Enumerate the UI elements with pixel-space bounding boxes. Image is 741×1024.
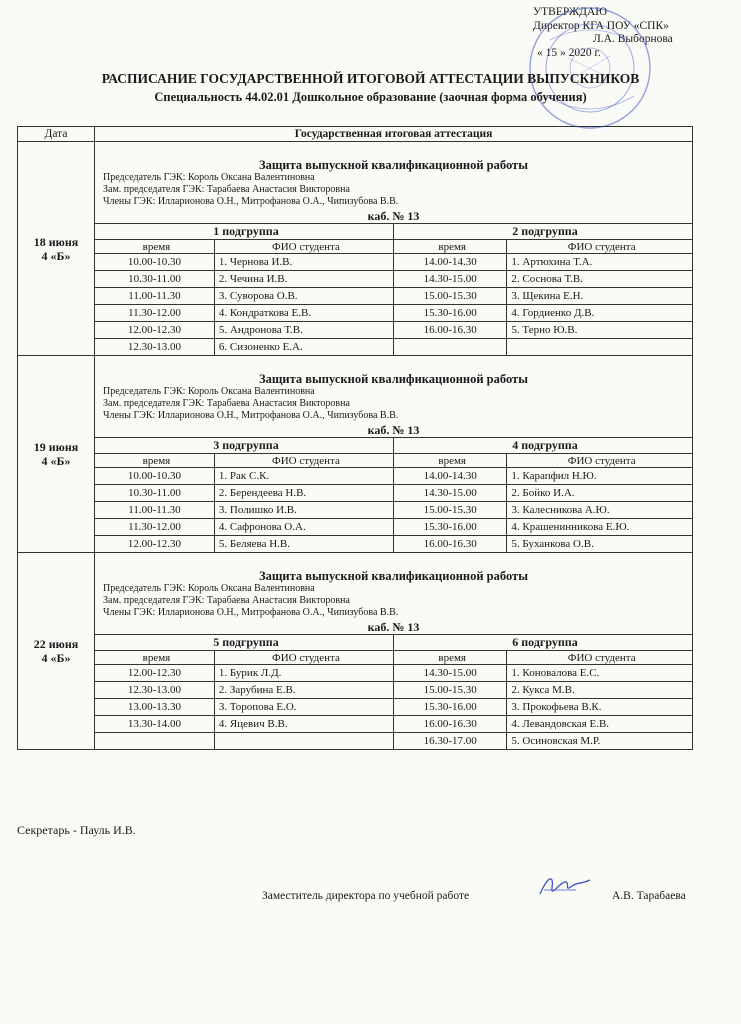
- time-right: 14.30-15.00: [393, 665, 506, 682]
- subgroup-left-title: 5 подгруппа: [95, 635, 393, 651]
- student-left: 6. Сизоненко Е.А.: [214, 339, 393, 356]
- time-left: 11.00-11.30: [95, 288, 214, 305]
- student-left: 3. Полишко И.В.: [214, 502, 393, 519]
- committee-deputy: Зам. председателя ГЭК: Тарабаева Анастасия Викторовна: [103, 595, 350, 606]
- student-right: 1. Артюхина Т.А.: [507, 254, 692, 271]
- time-right: 15.00-15.30: [393, 502, 506, 519]
- time-left: 12.30-13.00: [95, 339, 214, 356]
- col-time-right: время: [393, 240, 506, 254]
- student-right: 2. Бойко И.А.: [507, 485, 692, 502]
- room-number: каб. № 13: [367, 620, 420, 634]
- deputy-director-title: Заместитель директора по учебной работе: [262, 890, 470, 902]
- approval-line-2: Директор КГА ПОУ «СПК»: [533, 19, 669, 32]
- approval-line-1: УТВЕРЖДАЮ: [533, 6, 608, 18]
- committee-chair: Председатель ГЭК: Король Оксана Валентиновна: [103, 583, 315, 594]
- time-right: 15.30-16.00: [393, 519, 506, 536]
- schedule-row: [95, 305, 692, 322]
- subgroup-table: [95, 634, 692, 749]
- time-right: 16.00-16.30: [393, 536, 506, 553]
- student-left: 1. Рак С.К.: [214, 468, 393, 485]
- day-date-cell: [18, 553, 95, 750]
- schedule-row: [95, 716, 692, 733]
- day-room-code: 4 «Б»: [41, 651, 71, 665]
- student-right: [507, 339, 692, 356]
- committee-members: Члены ГЭК: Илларионова О.Н., Митрофанова О.А., Чипизубова В.В.: [103, 196, 399, 207]
- col-time-right: время: [393, 651, 506, 665]
- student-left: 1. Чернова И.В.: [214, 254, 393, 271]
- subgroup-table: [95, 223, 692, 355]
- time-right: 14.30-15.00: [393, 271, 506, 288]
- student-left: 4. Сафронова О.А.: [214, 519, 393, 536]
- day-date-cell: [18, 142, 95, 356]
- room-number: каб. № 13: [367, 209, 420, 223]
- subgroup-left-title: 3 подгруппа: [95, 438, 393, 454]
- schedule-row: [95, 271, 692, 288]
- schedule-row: [95, 699, 692, 716]
- schedule-row: [95, 468, 692, 485]
- day-content: [95, 356, 693, 553]
- subgroup-right-title: 4 подгруппа: [393, 438, 692, 454]
- room-number: каб. № 13: [367, 423, 420, 437]
- time-left: 12.00-12.30: [95, 322, 214, 339]
- approval-line-4: « 15 » 2020 г.: [537, 46, 601, 59]
- schedule-row: [95, 519, 692, 536]
- student-right: 5. Осиновская М.Р.: [507, 733, 692, 750]
- schedule-row: [95, 288, 692, 305]
- signature: [536, 870, 596, 902]
- time-left: 12.30-13.00: [95, 682, 214, 699]
- col-name-right: ФИО студента: [507, 651, 692, 665]
- day-block: [18, 553, 693, 750]
- committee-members: Члены ГЭК: Илларионова О.Н., Митрофанова О.А., Чипизубова В.В.: [103, 607, 399, 618]
- student-right: 1. Коновалова Е.С.: [507, 665, 692, 682]
- schedule-row: [95, 339, 692, 356]
- committee-chair: Председатель ГЭК: Король Оксана Валентиновна: [103, 386, 315, 397]
- student-left: 4. Яцевич В.В.: [214, 716, 393, 733]
- time-right: 16.30-17.00: [393, 733, 506, 750]
- time-right: 14.00-14.30: [393, 468, 506, 485]
- schedule-row: [95, 502, 692, 519]
- student-right: 3. Калесникова А.Ю.: [507, 502, 692, 519]
- time-right: 14.00-14.30: [393, 254, 506, 271]
- committee-deputy: Зам. председателя ГЭК: Тарабаева Анастасия Викторовна: [103, 184, 350, 195]
- student-left: 1. Бурик Л.Д.: [214, 665, 393, 682]
- schedule-row: [95, 733, 692, 750]
- col-name-left: ФИО студента: [214, 651, 393, 665]
- time-right: 16.00-16.30: [393, 322, 506, 339]
- day-date: 18 июня: [33, 234, 79, 249]
- student-right: 4. Крашенинникова Е.Ю.: [507, 519, 692, 536]
- deputy-director-name: А.В. Тарабаева: [612, 890, 686, 902]
- day-room-code: 4 «Б»: [41, 454, 71, 468]
- student-left: 2. Чечина И.В.: [214, 271, 393, 288]
- committee-deputy: Зам. председателя ГЭК: Тарабаева Анастасия Викторовна: [103, 398, 350, 409]
- time-left: 10.00-10.30: [95, 468, 214, 485]
- student-left: 5. Беляева Н.В.: [214, 536, 393, 553]
- exam-title: Защита выпускной квалификационной работы: [259, 158, 528, 172]
- header-date: Дата: [18, 127, 95, 142]
- student-left: [214, 733, 393, 750]
- day-date: 22 июня: [33, 637, 79, 651]
- time-left: 10.30-11.00: [95, 485, 214, 502]
- approval-line-3: Л.А. Выборнова: [593, 33, 673, 45]
- day-date-cell: [18, 356, 95, 553]
- time-right: 15.00-15.30: [393, 288, 506, 305]
- schedule-row: [95, 536, 692, 553]
- time-left: 11.00-11.30: [95, 502, 214, 519]
- col-name-left: ФИО студента: [214, 454, 393, 468]
- subgroup-table: [95, 437, 692, 552]
- col-time-left: время: [95, 651, 214, 665]
- student-left: 4. Кондраткова Е.В.: [214, 305, 393, 322]
- time-right: 15.00-15.30: [393, 682, 506, 699]
- col-time-right: время: [393, 454, 506, 468]
- time-right: 15.30-16.00: [393, 305, 506, 322]
- time-left: 13.00-13.30: [95, 699, 214, 716]
- schedule-row: [95, 254, 692, 271]
- committee-members: Члены ГЭК: Илларионова О.Н., Митрофанова О.А., Чипизубова В.В.: [103, 410, 399, 421]
- time-left: 11.30-12.00: [95, 519, 214, 536]
- col-name-right: ФИО студента: [507, 454, 692, 468]
- time-left: 10.30-11.00: [95, 271, 214, 288]
- student-right: 4. Гордиенко Д.В.: [507, 305, 692, 322]
- schedule-row: [95, 322, 692, 339]
- page-subtitle: Специальность 44.02.01 Дошкольное образование (заочная форма обучения): [154, 90, 587, 104]
- time-left: 12.00-12.30: [95, 665, 214, 682]
- student-left: 3. Торопова Е.О.: [214, 699, 393, 716]
- committee-chair: Председатель ГЭК: Король Оксана Валентиновна: [103, 172, 315, 183]
- time-right: 15.30-16.00: [393, 699, 506, 716]
- time-left: 11.30-12.00: [95, 305, 214, 322]
- day-content: [95, 142, 693, 356]
- day-block: [18, 142, 693, 356]
- schedule-row: [95, 682, 692, 699]
- exam-title: Защита выпускной квалификационной работы: [259, 569, 528, 583]
- student-right: 5. Терно Ю.В.: [507, 322, 692, 339]
- student-left: 3. Суворова О.В.: [214, 288, 393, 305]
- time-left: 12.00-12.30: [95, 536, 214, 553]
- day-date: 19 июня: [33, 440, 79, 454]
- col-time-left: время: [95, 240, 214, 254]
- day-block: [18, 356, 693, 553]
- subgroup-right-title: 2 подгруппа: [393, 224, 692, 240]
- student-left: 2. Берендеева Н.В.: [214, 485, 393, 502]
- schedule-table: [17, 126, 693, 750]
- student-right: 2. Соснова Т.В.: [507, 271, 692, 288]
- exam-title: Защита выпускной квалификационной работы: [259, 372, 528, 386]
- student-right: 5. Буханкова О.В.: [507, 536, 692, 553]
- approval-block: [533, 6, 673, 60]
- col-name-left: ФИО студента: [214, 240, 393, 254]
- time-left: 13.30-14.00: [95, 716, 214, 733]
- student-right: 3. Щекина Е.Н.: [507, 288, 692, 305]
- schedule-row: [95, 485, 692, 502]
- subgroup-left-title: 1 подгруппа: [95, 224, 393, 240]
- header-exam: Государственная итоговая аттестация: [95, 127, 693, 142]
- secretary: Секретарь - Пауль И.В.: [17, 823, 136, 837]
- time-left: 10.00-10.30: [95, 254, 214, 271]
- col-name-right: ФИО студента: [507, 240, 692, 254]
- student-right: 1. Карапфил Н.Ю.: [507, 468, 692, 485]
- student-left: 5. Андронова Т.В.: [214, 322, 393, 339]
- time-right: 16.00-16.30: [393, 716, 506, 733]
- student-right: 4. Левандовская Е.В.: [507, 716, 692, 733]
- subgroup-right-title: 6 подгруппа: [393, 635, 692, 651]
- page-title: РАСПИСАНИЕ ГОСУДАРСТВЕННОЙ ИТОГОВОЙ АТТЕСТАЦИИ ВЫПУСКНИКОВ: [101, 71, 640, 86]
- schedule-row: [95, 665, 692, 682]
- col-time-left: время: [95, 454, 214, 468]
- time-right: 14.30-15.00: [393, 485, 506, 502]
- day-room-code: 4 «Б»: [41, 248, 71, 263]
- time-left: [95, 733, 214, 750]
- student-right: 3. Прокофьева В.К.: [507, 699, 692, 716]
- student-right: 2. Кукса М.В.: [507, 682, 692, 699]
- student-left: 2. Зарубина Е.В.: [214, 682, 393, 699]
- time-right: [393, 339, 506, 356]
- day-content: [95, 553, 693, 750]
